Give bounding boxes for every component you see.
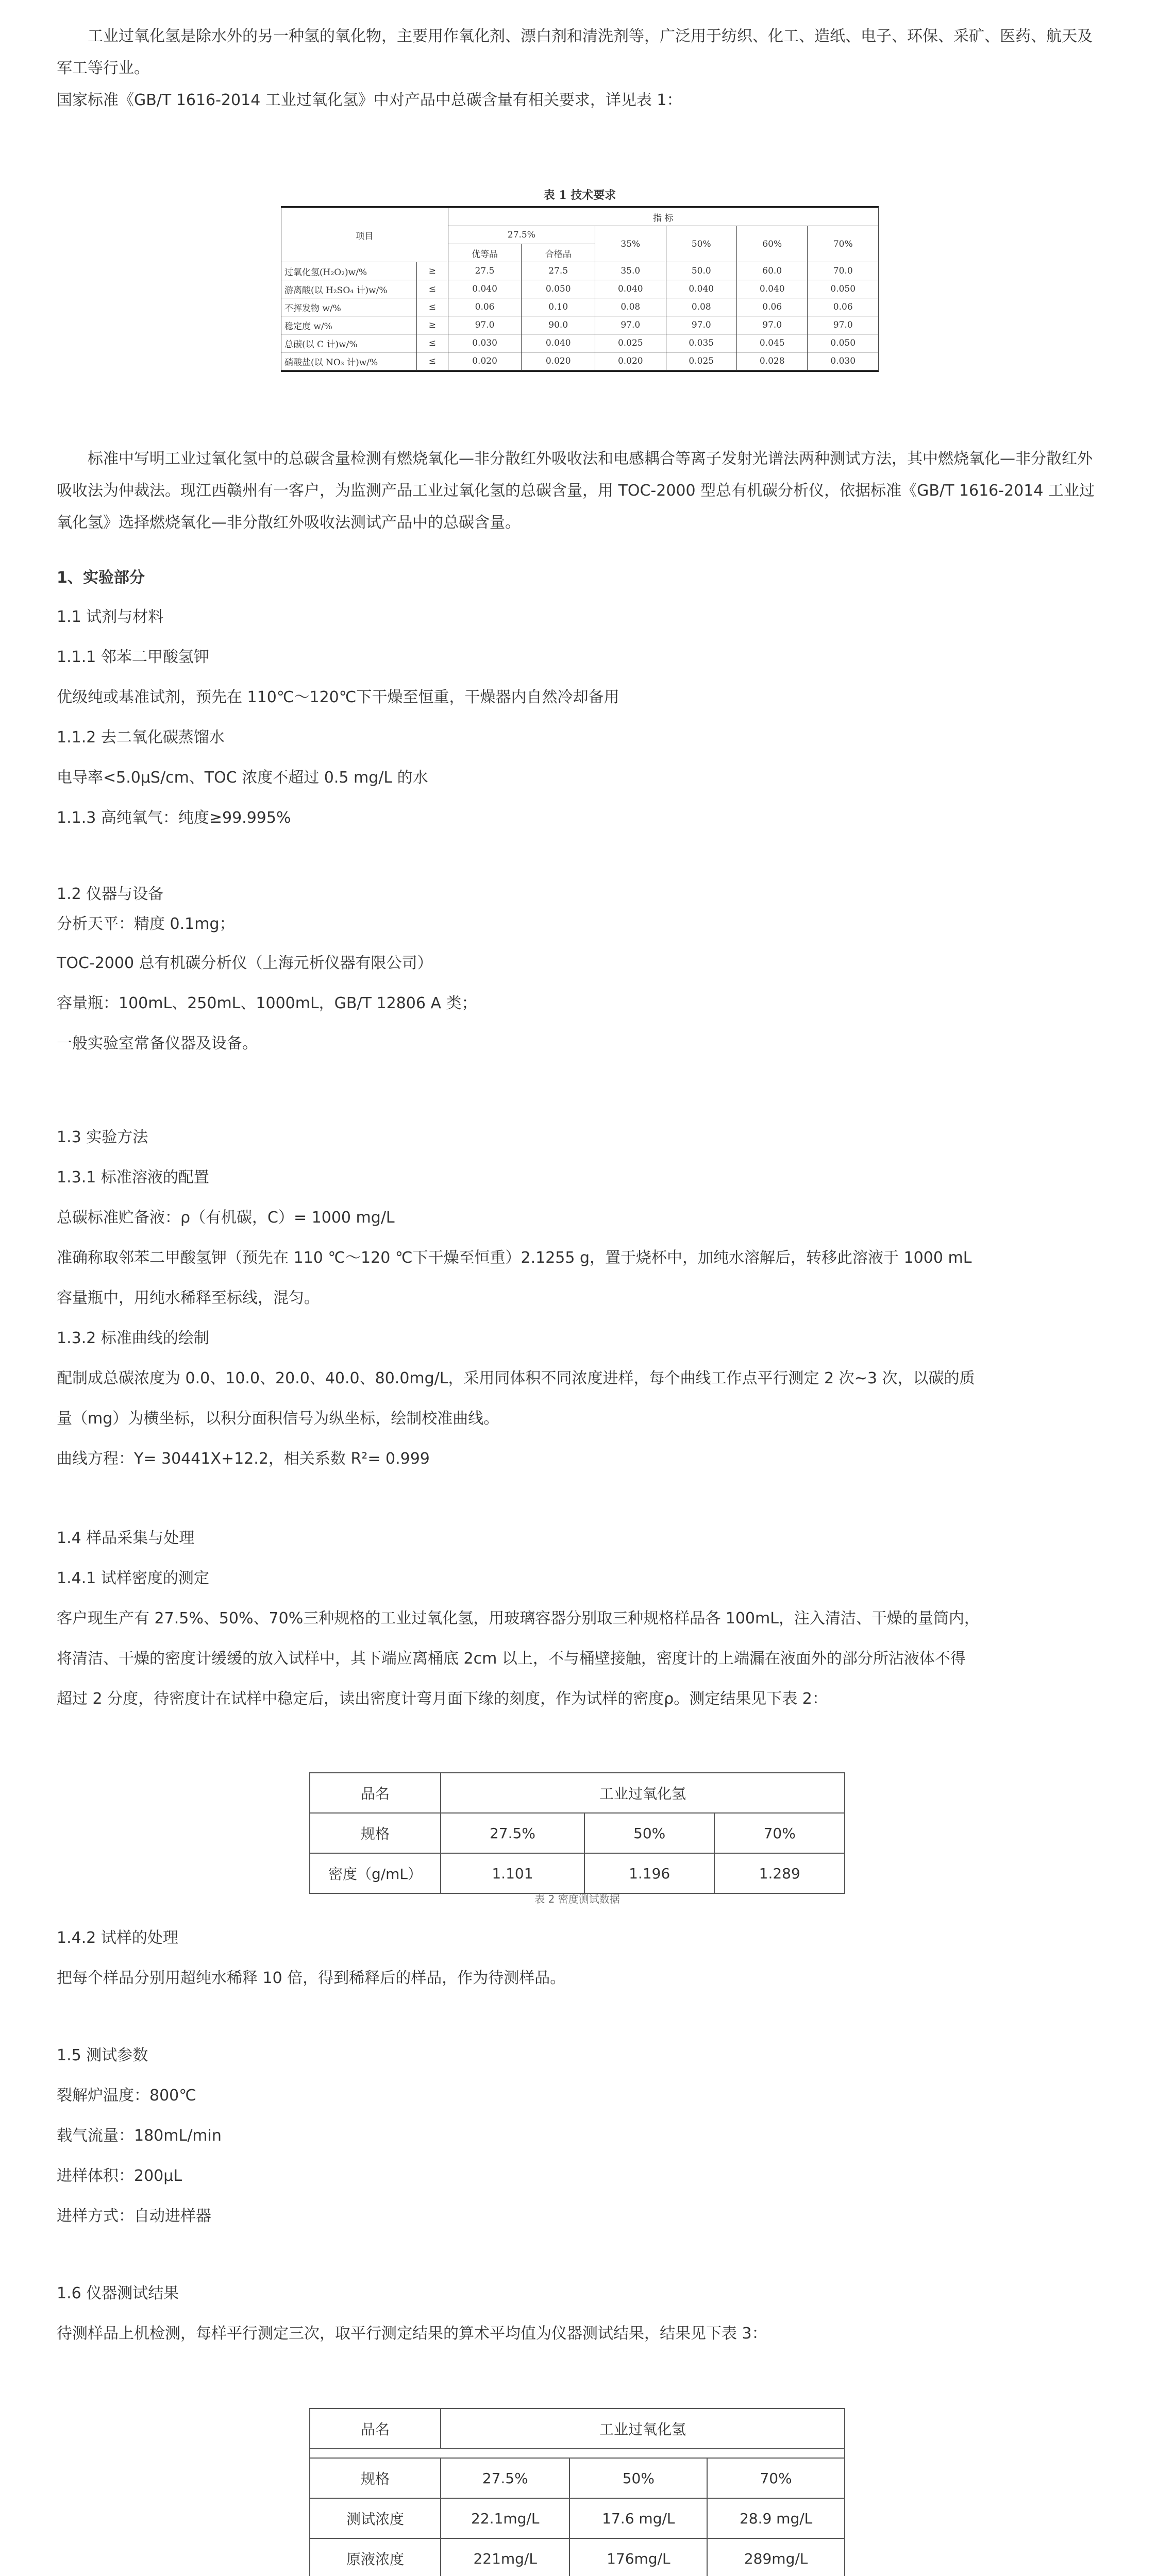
section-1-3-1 — [57, 1165, 1100, 1190]
heading-1-5: 1.5 测试参数 — [57, 2046, 148, 2064]
text-calibration-line-2: 量（mg）为横坐标，以积分面积信号为纵坐标，绘制校准曲线。 — [57, 1410, 499, 1428]
table1-head-item: 项目 — [281, 208, 448, 262]
text-gas-flow: 载气流量：180mL/min — [57, 2127, 222, 2145]
table1-cell: 50.0 — [666, 262, 736, 280]
table1-cell: 0.06 — [736, 298, 807, 316]
table1-cell: 0.025 — [666, 352, 736, 370]
param-furnace — [57, 2083, 1100, 2108]
table1-sub-ok: 合格品 — [522, 244, 595, 262]
table1-cell: 0.040 — [736, 280, 807, 298]
intro-paragraph-1: 工业过氧化氢是除水外的另一种氢的氧化物，主要用作氧化剂、漂白剂和清洗剂等，广泛用于纺织、化工、造纸、电子、环保、采矿、医药、航天及军工等行业。 — [57, 27, 1093, 77]
text-1-3-1-b1 — [57, 1246, 1100, 1270]
table1-cell: 27.5 — [448, 262, 522, 280]
text-inject-volume: 进样体积：200μL — [57, 2167, 182, 2185]
text-1-4-2 — [57, 1966, 1100, 1991]
text-1-1-2-line: 电导率<5.0μS/cm、TOC 浓度不超过 0.5 mg/L 的水 — [57, 769, 428, 787]
text-instrument-results: 待测样品上机检测，每样平行测定三次，取平行测定结果的算术平均值为仪器测试结果，结果见下表 3： — [57, 2325, 767, 2343]
table1-row-operator: ≤ — [417, 298, 448, 316]
table3 — [309, 2408, 845, 2576]
intro-paragraph-3: 标准中写明工业过氧化氢中的总碳含量检测有燃烧氧化—非分散红外吸收法和电感耦合等离子发射光谱法两种测试方法，其中燃烧氧化—非分散红外吸收法为仲裁法。现江西赣州有一客户，为监测产品工业过氧化氢的总碳含量，用 TOC-2000 型总有机碳分析仪，依据标准《GB/T 1616-2014 工业过氧化氢》选择燃烧氧化—非分散红外吸收法测试产品中的总碳含量。 — [57, 450, 1095, 532]
table1-cell: 0.08 — [666, 298, 736, 316]
table1-cell: 90.0 — [522, 316, 595, 334]
heading-1-4: 1.4 样品采集与处理 — [57, 1529, 195, 1547]
table1-cell: 0.050 — [808, 334, 879, 352]
heading-1-1-3: 1.1.3 高纯氧气：纯度≥99.995% — [57, 809, 291, 827]
text-density-line-3: 超过 2 分度，待密度计在试样中稳定后，读出密度计弯月面下缘的刻度，作为试样的密度ρ。测定结果见下表 2： — [57, 1690, 828, 1708]
heading-1-1-2: 1.1.2 去二氧化碳蒸馏水 — [57, 728, 225, 747]
table1-cell: 0.050 — [808, 280, 879, 298]
table1-cell: 97.0 — [448, 316, 522, 334]
table3-cell: 17.6 mg/L — [569, 2498, 707, 2538]
table3-cell: 289mg/L — [707, 2538, 845, 2576]
text-1-2-a — [57, 912, 1100, 937]
text-1-2-d — [57, 1031, 1100, 1056]
heading-1-1: 1.1 试剂与材料 — [57, 608, 164, 626]
text-1-6 — [57, 2321, 1100, 2346]
table1-row — [281, 352, 879, 370]
table1-head-index: 指 标 — [448, 208, 878, 226]
table1-cell: 0.06 — [808, 298, 879, 316]
table3-cell: 28.9 mg/L — [707, 2498, 845, 2538]
table1-row-operator: ≥ — [417, 316, 448, 334]
text-1-2-b — [57, 951, 1100, 976]
text-1-2-analyzer: TOC-2000 总有机碳分析仪（上海元析仪器有限公司） — [57, 954, 433, 972]
text-density-line-1: 客户现生产有 27.5%、50%、70%三种规格的工业过氧化氢，用玻璃容器分别取三种规格样品各 100mL，注入清洁、干燥的量筒内， — [57, 1609, 980, 1628]
table1-cell: 0.028 — [736, 352, 807, 370]
table1-cell: 60.0 — [736, 262, 807, 280]
section-1-2 — [57, 882, 1100, 907]
text-1-2-flasks: 容量瓶：100mL、250mL、1000mL，GB/T 12806 A 类； — [57, 994, 477, 1012]
table3-cell: 221mg/L — [441, 2538, 569, 2576]
text-1-2-balance: 分析天平：精度 0.1mg； — [57, 915, 235, 933]
text-1-1-1-line: 优级纯或基准试剂，预先在 110℃～120℃下干燥至恒重，干燥器内自然冷却备用 — [57, 688, 619, 706]
table3-row-label: 规格 — [310, 2458, 441, 2498]
table1-row — [281, 298, 879, 316]
table3-head-name: 品名 — [310, 2409, 441, 2449]
table1-cell: 0.08 — [595, 298, 666, 316]
section-1-1-2 — [57, 725, 1100, 750]
heading-1-3-2: 1.3.2 标准曲线的绘制 — [57, 1329, 209, 1347]
table1-row — [281, 334, 879, 352]
table2-cell: 70% — [714, 1813, 845, 1853]
table1-sub-good: 优等品 — [448, 244, 522, 262]
text-1-3-2-a2 — [57, 1406, 1100, 1431]
section-1 — [57, 566, 1100, 590]
text-density-line-2: 将清洁、干燥的密度计缓缓的放入试样中，其下端应离桶底 2cm 以上，不与桶壁接触，密度计的上端漏在液面外的部分所沾液体不得 — [57, 1650, 966, 1668]
table2-caption: 表 2 密度测试数据 — [534, 1893, 620, 1905]
intro-section — [57, 21, 1100, 116]
table3-row-label: 测试浓度 — [310, 2498, 441, 2538]
table2-cell: 1.289 — [714, 1853, 845, 1893]
text-preparation-line-2: 容量瓶中，用纯水稀释至标线，混匀。 — [57, 1289, 320, 1307]
text-1-1-2 — [57, 766, 1100, 790]
param-gas — [57, 2124, 1100, 2148]
text-1-3-1-b2 — [57, 1286, 1100, 1311]
text-curve-equation: 曲线方程：Y= 30441X+12.2，相关系数 R²= 0.999 — [57, 1450, 430, 1468]
table1-cell: 70.0 — [808, 262, 879, 280]
section-1-5 — [57, 2043, 1100, 2068]
text-1-1-1 — [57, 685, 1100, 710]
section-1-4-1 — [57, 1566, 1100, 1591]
text-1-3-2-b — [57, 1447, 1100, 1471]
intro-paragraph-2: 国家标准《GB/T 1616-2014 工业过氧化氢》中对产品中总碳含量有相关要求，详见表 1： — [57, 91, 682, 109]
table2-cell: 1.101 — [441, 1853, 584, 1893]
table1-row-name: 总碳(以 C 计)w/% — [281, 334, 417, 352]
section-1-1 — [57, 605, 1100, 630]
table3-cell: 22.1mg/L — [441, 2498, 569, 2538]
table1-cell: 0.10 — [522, 298, 595, 316]
table1-row — [281, 262, 879, 280]
table1-cell: 27.5 — [522, 262, 595, 280]
table1-cell: 0.040 — [666, 280, 736, 298]
param-volume — [57, 2164, 1100, 2189]
text-preparation-line-1: 准确称取邻苯二甲酸氢钾（预先在 110 ℃～120 ℃下干燥至恒重）2.1255 g，置于烧杯中，加纯水溶解后，转移此溶液于 1000 mL — [57, 1249, 972, 1267]
param-mode — [57, 2204, 1100, 2229]
table1-cell: 0.045 — [736, 334, 807, 352]
text-1-3-1-a — [57, 1206, 1100, 1230]
heading-1-4-2: 1.4.2 试样的处理 — [57, 1929, 178, 1947]
table2-cell: 1.196 — [584, 1853, 715, 1893]
text-1-4-1-a1 — [57, 1606, 1100, 1631]
table2-row-label: 密度（g/mL） — [310, 1853, 441, 1893]
table2 — [309, 1772, 845, 1894]
table3-cell: 70% — [707, 2458, 845, 2498]
table1-col-27-5: 27.5% — [448, 226, 595, 244]
table1-cell: 97.0 — [595, 316, 666, 334]
table1-row-operator: ≥ — [417, 262, 448, 280]
table1-cell: 0.050 — [522, 280, 595, 298]
text-sample-dilution: 把每个样品分别用超纯水稀释 10 倍，得到稀释后的样品，作为待测样品。 — [57, 1969, 566, 1987]
table2-head-product: 工业过氧化氢 — [441, 1773, 845, 1813]
table1-col-70: 70% — [808, 226, 879, 262]
table1-cell: 0.035 — [666, 334, 736, 352]
section-1-title: 1、实验部分 — [57, 569, 145, 587]
table1-row-name: 硝酸盐(以 NO₃ 计)w/% — [281, 352, 417, 370]
table1-cell: 0.06 — [448, 298, 522, 316]
table1-cell: 97.0 — [736, 316, 807, 334]
table1-col-60: 60% — [736, 226, 807, 262]
table1-row-operator: ≤ — [417, 352, 448, 370]
text-1-2-c — [57, 991, 1100, 1016]
table3-gap — [310, 2449, 845, 2458]
table1-cell: 0.030 — [448, 334, 522, 352]
table2-cell: 27.5% — [441, 1813, 584, 1853]
text-1-4-1-a3 — [57, 1687, 1100, 1711]
table2-head-name: 品名 — [310, 1773, 441, 1813]
section-1-4 — [57, 1526, 1100, 1551]
table1-cell: 97.0 — [808, 316, 879, 334]
table1-row-name: 稳定度 w/% — [281, 316, 417, 334]
intro2-section — [57, 443, 1100, 539]
table2-cell: 50% — [584, 1813, 715, 1853]
table1-caption: 表 1 技术要求 — [543, 189, 616, 202]
table1-cell: 0.020 — [448, 352, 522, 370]
table3-cell: 50% — [569, 2458, 707, 2498]
text-1-4-1-a2 — [57, 1647, 1100, 1671]
table1 — [281, 206, 879, 372]
section-1-1-3 — [57, 806, 1100, 831]
section-1-4-2 — [57, 1926, 1100, 1951]
table2-row-label: 规格 — [310, 1813, 441, 1853]
table1-cell: 35.0 — [595, 262, 666, 280]
table3-cell: 27.5% — [441, 2458, 569, 2498]
heading-1-1-1: 1.1.1 邻苯二甲酸氢钾 — [57, 648, 209, 666]
table1-cell: 97.0 — [666, 316, 736, 334]
text-1-2-general: 一般实验室常备仪器及设备。 — [57, 1035, 258, 1053]
table1-cell: 0.020 — [522, 352, 595, 370]
section-1-6 — [57, 2281, 1100, 2306]
section-1-3 — [57, 1125, 1100, 1150]
table1-cell: 0.040 — [522, 334, 595, 352]
table3-cell: 176mg/L — [569, 2538, 707, 2576]
table1-row-name: 过氧化氢(H₂O₂)w/% — [281, 262, 417, 280]
heading-1-3-1: 1.3.1 标准溶液的配置 — [57, 1168, 209, 1187]
table1-row-name: 游离酸(以 H₂SO₄ 计)w/% — [281, 280, 417, 298]
table1-cell: 0.030 — [808, 352, 879, 370]
table1-row — [281, 280, 879, 298]
heading-1-2: 1.2 仪器与设备 — [57, 885, 164, 903]
text-calibration-line-1: 配制成总碳浓度为 0.0、10.0、20.0、40.0、80.0mg/L，采用同体积不同浓度进样，每个曲线工作点平行测定 2 次~3 次，以碳的质 — [57, 1369, 975, 1387]
text-1-3-2-a1 — [57, 1366, 1100, 1391]
section-1-1-1 — [57, 645, 1100, 670]
table1-cell: 0.040 — [595, 280, 666, 298]
heading-1-4-1: 1.4.1 试样密度的测定 — [57, 1569, 209, 1587]
table1-col-50: 50% — [666, 226, 736, 262]
table1-row-operator: ≤ — [417, 334, 448, 352]
table1-cell: 0.025 — [595, 334, 666, 352]
table1-row-operator: ≤ — [417, 280, 448, 298]
text-furnace-temp: 裂解炉温度：800℃ — [57, 2087, 196, 2105]
table1-row — [281, 316, 879, 334]
table3-row-label: 原液浓度 — [310, 2538, 441, 2576]
table1-cell: 0.020 — [595, 352, 666, 370]
heading-1-3: 1.3 实验方法 — [57, 1128, 148, 1146]
table1-cell: 0.040 — [448, 280, 522, 298]
text-stock-solution: 总碳标准贮备液：ρ（有机碳，C）= 1000 mg/L — [57, 1209, 395, 1227]
heading-1-6: 1.6 仪器测试结果 — [57, 2284, 179, 2302]
table1-col-35: 35% — [595, 226, 666, 262]
table3-head-product: 工业过氧化氢 — [441, 2409, 845, 2449]
text-inject-mode: 进样方式：自动进样器 — [57, 2207, 211, 2225]
table1-row-name: 不挥发物 w/% — [281, 298, 417, 316]
section-1-3-2 — [57, 1326, 1100, 1351]
